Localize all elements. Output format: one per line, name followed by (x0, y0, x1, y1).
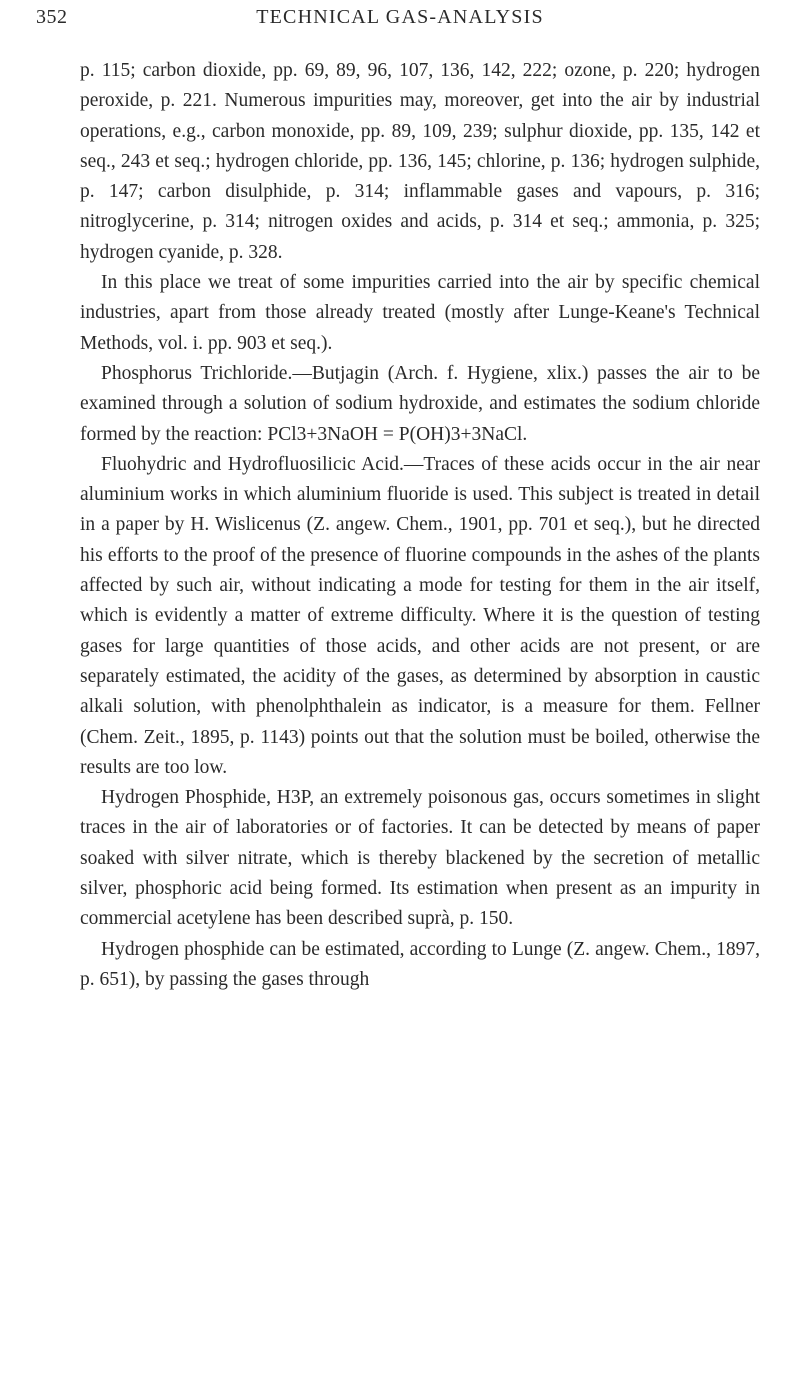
paragraph-hydrogen-phosphide: Hydrogen Phosphide, H3P, an extremely poisonous gas, occurs sometimes in slight traces in the air of laboratories or of factories. It can be detected by means of paper soaked with silver nitrate, which is thereby blackened by the secretion of metallic silver, phosphoric acid being formed. Its estimation when present as an impurity in commercial acetylene has been described suprà, p. 150. (80, 787, 760, 930)
running-head: TECHNICAL GAS-ANALYSIS (256, 6, 544, 28)
paragraph-phosphorus-trichloride: Phosphorus Trichloride.—Butjagin (Arch. f. Hygiene, xlix.) passes the air to be examined through a solution of sodium hydroxide, and estimates the sodium chloride formed by the reaction: PCl3+3NaOH = P(OH)3+3NaCl. (80, 362, 760, 445)
paragraph-hydrogen-phosphide-estimation: Hydrogen phosphide can be estimated, according to Lunge (Z. angew. Chem., 1897, p. 651), by passing the gases through (80, 938, 760, 990)
body-text (80, 56, 760, 995)
page-number: 352 (36, 6, 68, 28)
paragraph-impurities-list: p. 115; carbon dioxide, pp. 69, 89, 96, 107, 136, 142, 222; ozone, p. 220; hydrogen peroxide, p. 221. Numerous impurities may, moreover, get into the air by industrial operations, e.g., carbon monoxide, pp. 89, 109, 239; sulphur dioxide, pp. 135, 142 et seq., 243 et seq.; hydrogen chloride, pp. 136, 145; chlorine, p. 136; hydrogen sulphide, p. 147; carbon disulphide, p. 314; inflammable gases and vapours, p. 316; nitroglycerine, p. 314; nitrogen oxides and acids, p. 314 et seq.; ammonia, p. 325; hydrogen cyanide, p. 328. (80, 60, 760, 263)
paragraph-fluohydric-acid: Fluohydric and Hydrofluosilicic Acid.—Traces of these acids occur in the air near aluminium works in which aluminium fluoride is used. This subject is treated in detail in a paper by H. Wislicenus (Z. angew. Chem., 1901, pp. 701 et seq.), but he directed his efforts to the proof of the presence of fluorine compounds in the ashes of the plants affected by such air, without indicating a mode for testing for them in the air itself, which is evidently a matter of extreme difficulty. Where it is the question of testing gases for large quantities of those acids, and other acids are not present, or are separately estimated, the acidity of the gases, as determined by absorption in caustic alkali solution, with phenolphthalein as indicator, is a measure for them. Fellner (Chem. Zeit., 1895, p. 1143) points out that the solution must be boiled, otherwise the results are too low. (80, 453, 760, 778)
paragraph-introduction: In this place we treat of some impurities carried into the air by specific chemical industries, apart from those already treated (mostly after Lunge-Keane's Technical Methods, vol. i. pp. 903 et seq.). (80, 272, 760, 354)
